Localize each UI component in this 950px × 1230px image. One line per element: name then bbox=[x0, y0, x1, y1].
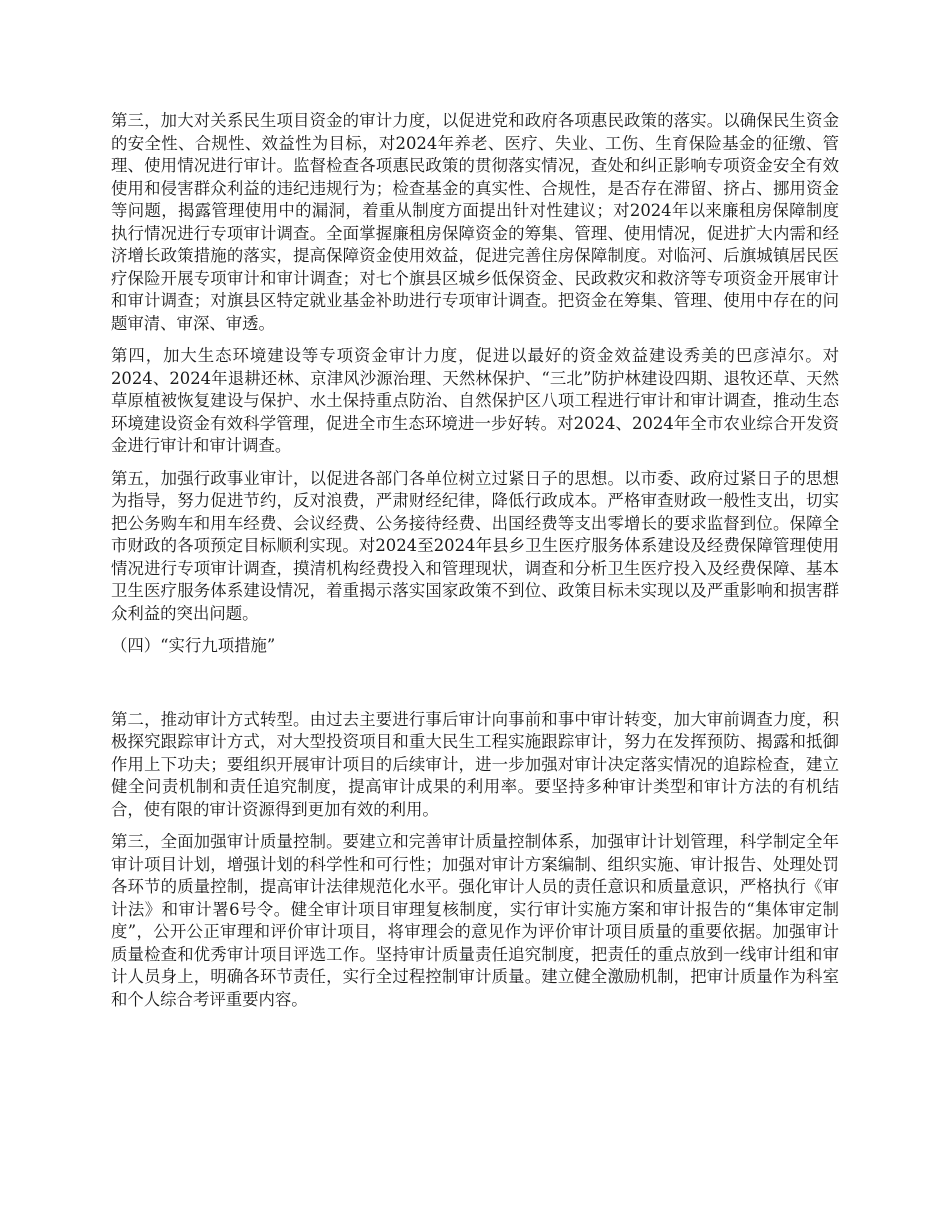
paragraph-third-livelihood-funds: 第三，加大对关系民生项目资金的审计力度，以促进党和政府各项惠民政策的落实。以确保民生资金的安全性、合规性、效益性为目标，对2024年养老、医疗、失业、工伤、生育保险基金的征缴、管理、使用情况进行审计。监督检查各项惠民政策的贯彻落实情况，查处和纠正影响专项资金安全有效使用和侵害群众利益的违纪违规行为；检查基金的真实性、合规性，是否存在滞留、挤占、挪用资金等问题，揭露管理使用中的漏洞，着重从制度方面提出针对性建议；对2024年以来廉租房保障制度执行情况进行专项审计调查。全面掌握廉租房保障资金的筹集、管理、使用情况，促进扩大内需和经济增长政策措施的落实，提高保障资金使用效益，促进完善住房保障制度。对临河、后旗城镇居民医疗保险开展专项审计和审计调查；对七个旗县区城乡低保资金、民政救灾和救济等专项资金开展审计和审计调查；对旗县区特定就业基金补助进行专项审计调查。把资金在筹集、管理、使用中存在的问题审清、审深、审透。 bbox=[111, 111, 839, 333]
document-page bbox=[111, 110, 839, 1021]
paragraph-second-audit-transformation: 第二，推动审计方式转型。由过去主要进行事后审计向事前和事中审计转变，加大审前调查力度，积极探究跟踪审计方式，对大型投资项目和重大民生工程实施跟踪审计，努力在发挥预防、揭露和抵御作用上下功夫；要组织开展审计项目的后续审计，进一步加强对审计决定落实情况的追踪检查，建立健全问责机制和责任追究制度，提高审计成果的利用率。要坚持多种审计类型和审计方法的有机结合，使有限的审计资源得到更加有效的利用。 bbox=[111, 709, 839, 819]
section-heading: （四）“实行九项措施” bbox=[111, 636, 276, 655]
paragraph-fifth-administrative-audit: 第五，加强行政事业审计，以促进各部门各单位树立过紧日子的思想。以市委、政府过紧日子的思想为指导，努力促进节约，反对浪费，严肃财经纪律，降低行政成本。严格审查财政一般性支出，切实把公务购车和用车经费、会议经费、公务接待经费、出国经费等支出零增长的要求监督到位。保障全市财政的各项预定目标顺利实现。对2024至2024年县乡卫生医疗服务体系建设及经费保障管理使用情况进行专项审计调查，摸清机构经费投入和管理现状，调查和分析卫生医疗投入及经费保障、基本卫生医疗服务体系建设情况，着重揭示落实国家政策不到位、政策目标未实现以及严重影响和损害群众利益的突出问题。 bbox=[111, 468, 839, 623]
paragraph-third-quality-control: 第三，全面加强审计质量控制。要建立和完善审计质量控制体系，加强审计计划管理，科学制定全年审计项目计划，增强计划的科学性和可行性；加强对审计方案编制、组织实施、审计报告、处理处罚各环节的质量控制，提高审计法律规范化水平。强化审计人员的责任意识和质量意识，严格执行《审计法》和审计署6号令。健全审计项目审理复核制度，实行审计实施方案和审计报告的“集体审定制度”，公开公正审理和评价审计项目，将审理会的意见作为评价审计项目质量的重要依据。加强审计质量检查和优秀审计项目评选工作。坚持审计质量责任追究制度，把责任的重点放到一线审计组和审计人员身上，明确各环节责任，实行全过程控制审计质量。建立健全激励机制，把审计质量作为科室和个人综合考评重要内容。 bbox=[111, 832, 839, 1009]
blank-gap bbox=[111, 658, 839, 709]
paragraph-fourth-ecology-funds: 第四，加大生态环境建设等专项资金审计力度，促进以最好的资金效益建设秀美的巴彦淖尔。对2024、2024年退耕还林、京津风沙源治理、天然林保护、“三北”防护林建设四期、退牧还草、天然草原植被恢复建设与保护、水土保持重点防治、自然保护区八项工程进行审计和审计调查，推动生态环境建设资金有效科学管理，促进全市生态环境进一步好转。对2024、2024年全市农业综合开发资金进行审计和审计调查。 bbox=[111, 346, 839, 455]
